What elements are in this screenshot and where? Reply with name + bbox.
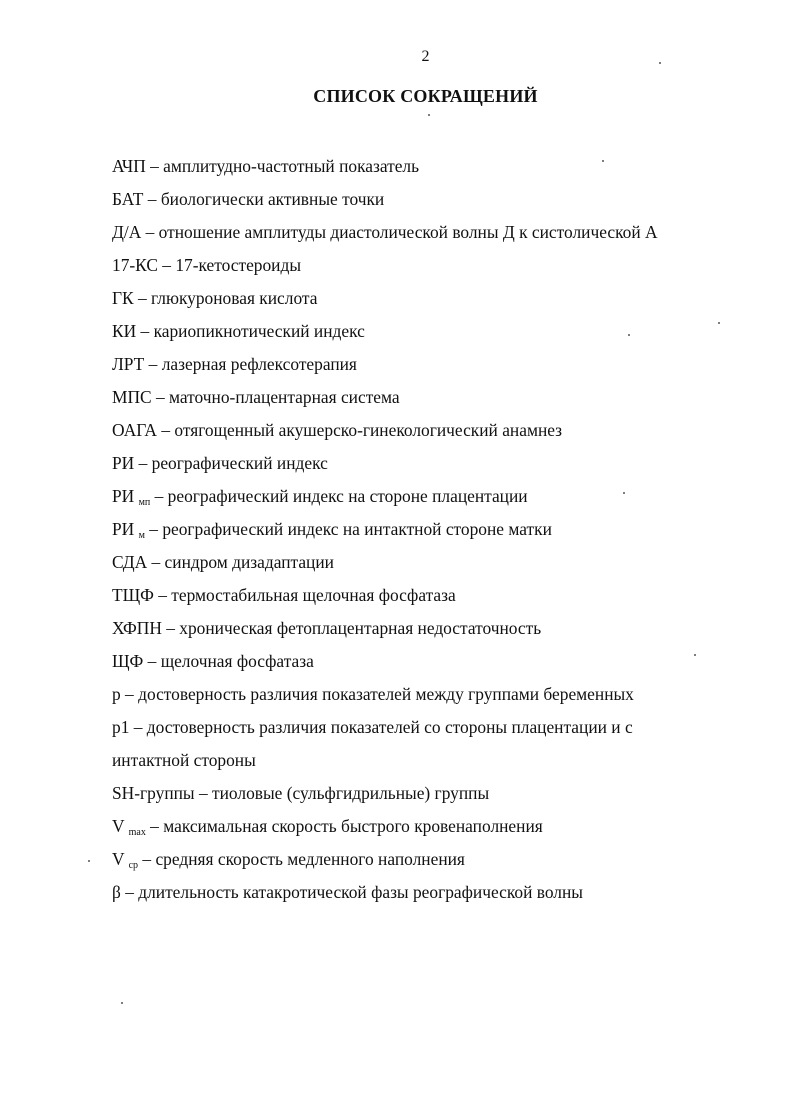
abbreviation-term-text: ХФПН: [112, 618, 162, 638]
abbreviation-term-text: V: [112, 849, 125, 869]
abbreviation-term: [112, 156, 146, 176]
abbreviation-item: [112, 150, 752, 183]
abbreviation-term-text: β: [112, 882, 121, 902]
scan-speck: [628, 334, 630, 336]
abbreviation-term: [112, 717, 129, 737]
abbreviation-item: [112, 282, 752, 315]
abbreviation-term-text: РИ: [112, 486, 135, 506]
abbreviation-definition: – кариопикнотический индекс: [136, 321, 365, 341]
scan-speck: [659, 62, 661, 64]
scan-speck: [88, 860, 90, 862]
abbreviation-definition: – глюкуроновая кислота: [133, 288, 318, 308]
abbreviation-term: [112, 354, 144, 374]
abbreviation-term-text: ОАГА: [112, 420, 157, 440]
scan-speck: [623, 492, 625, 494]
abbreviation-definition: – достоверность различия показателей между группами беременных: [120, 684, 634, 704]
abbreviation-term-text: ГК: [112, 288, 134, 308]
abbreviation-subscript: ср: [128, 860, 139, 871]
scan-speck: [718, 322, 720, 324]
abbreviation-term-text: КИ: [112, 321, 137, 341]
abbreviation-term-text: ЩФ: [112, 651, 144, 671]
abbreviation-list: [112, 150, 752, 909]
abbreviation-term-text: ТЩФ: [112, 585, 154, 605]
abbreviation-term-text: СДА: [112, 552, 148, 572]
abbreviation-definition: – 17-кетостероиды: [157, 255, 302, 275]
abbreviation-item: [112, 678, 752, 711]
abbreviation-term: [112, 189, 143, 209]
abbreviation-term-text: РИ: [112, 519, 135, 539]
abbreviation-term-text: р: [112, 684, 121, 704]
abbreviation-subscript: мп: [138, 497, 151, 508]
abbreviation-term: [112, 255, 158, 275]
page-title: СПИСОК СОКРАЩЕНИЙ: [313, 86, 538, 106]
abbreviation-term: [112, 486, 150, 506]
abbreviation-item: [112, 348, 752, 381]
abbreviation-definition: – синдром дизадаптации: [147, 552, 334, 572]
abbreviation-definition: – достоверность различия показателей со стороны плацентации и с интактной стороны: [112, 717, 633, 770]
abbreviation-term: [112, 552, 147, 572]
abbreviation-item: [112, 480, 752, 513]
abbreviation-definition: – лазерная рефлексотерапия: [144, 354, 357, 374]
abbreviation-item: [112, 843, 752, 876]
abbreviation-item: [112, 711, 682, 777]
abbreviation-term: [112, 288, 134, 308]
abbreviation-item: [112, 579, 752, 612]
abbreviation-item: [112, 315, 752, 348]
abbreviation-term: [112, 387, 152, 407]
abbreviation-definition: – максимальная скорость быстрого кровенаполнения: [145, 816, 543, 836]
abbreviation-definition: – хроническая фетоплацентарная недостаточность: [161, 618, 542, 638]
abbreviation-term-text: БАТ: [112, 189, 144, 209]
abbreviation-term: [112, 585, 154, 605]
abbreviation-definition: – амплитудно-частотный показатель: [145, 156, 420, 176]
abbreviation-term-text: р1: [112, 717, 130, 737]
abbreviation-item: [112, 249, 752, 282]
abbreviation-item: [112, 447, 752, 480]
abbreviation-term: [112, 618, 162, 638]
abbreviation-item: [112, 381, 752, 414]
abbreviation-item: [112, 645, 752, 678]
abbreviation-term: [112, 222, 141, 242]
abbreviation-item: [112, 546, 752, 579]
abbreviation-term-text: МПС: [112, 387, 152, 407]
abbreviation-term: [112, 882, 121, 902]
abbreviation-term-text: SH-группы: [112, 783, 195, 803]
abbreviation-definition: – длительность катакротической фазы реографической волны: [120, 882, 583, 902]
abbreviation-item: [112, 612, 752, 645]
abbreviation-item: [112, 876, 752, 909]
abbreviation-definition: – отношение амплитуды диастолической волны Д к систолической А: [141, 222, 658, 242]
abbreviation-definition: – реографический индекс: [134, 453, 328, 473]
abbreviation-term: [112, 651, 143, 671]
page-number: 2: [421, 48, 430, 65]
abbreviation-term: [112, 849, 138, 869]
abbreviation-item: [112, 777, 752, 810]
abbreviation-definition: – биологически активные точки: [143, 189, 385, 209]
abbreviation-definition: – маточно-плацентарная система: [151, 387, 400, 407]
abbreviation-term-text: Д/А: [112, 222, 142, 242]
abbreviation-definition: – отягощенный акушерско-гинекологический анамнез: [156, 420, 563, 440]
abbreviation-subscript: м: [138, 530, 145, 541]
abbreviation-term-text: V: [112, 816, 125, 836]
scan-speck: [428, 114, 430, 116]
scan-speck: [602, 160, 604, 162]
abbreviation-term: [112, 420, 157, 440]
abbreviation-definition: – реографический индекс на интактной стороне матки: [144, 519, 552, 539]
abbreviation-item: [112, 810, 752, 843]
abbreviation-term-text: ЛРТ: [112, 354, 145, 374]
abbreviation-term-text: РИ: [112, 453, 135, 473]
abbreviation-item: [112, 183, 752, 216]
abbreviation-definition: – щелочная фосфатаза: [143, 651, 314, 671]
abbreviation-term-text: 17-КС: [112, 255, 158, 275]
abbreviation-term: [112, 321, 136, 341]
abbreviation-term-text: АЧП: [112, 156, 146, 176]
scan-speck: [121, 1002, 123, 1004]
abbreviation-term: [112, 783, 195, 803]
abbreviation-definition: – тиоловые (сульфгидрильные) группы: [194, 783, 490, 803]
abbreviation-definition: – реографический индекс на стороне плацентации: [150, 486, 528, 506]
abbreviation-definition: – термостабильная щелочная фосфатаза: [153, 585, 456, 605]
abbreviation-item: [112, 513, 752, 546]
abbreviation-subscript: max: [128, 827, 146, 838]
abbreviation-item: [112, 414, 752, 447]
abbreviation-definition: – средняя скорость медленного наполнения: [138, 849, 465, 869]
scan-speck: [694, 654, 696, 656]
abbreviation-term: [112, 816, 146, 836]
abbreviation-item: [112, 216, 752, 249]
abbreviation-term: [112, 519, 145, 539]
abbreviation-term: [112, 684, 121, 704]
abbreviation-term: [112, 453, 134, 473]
